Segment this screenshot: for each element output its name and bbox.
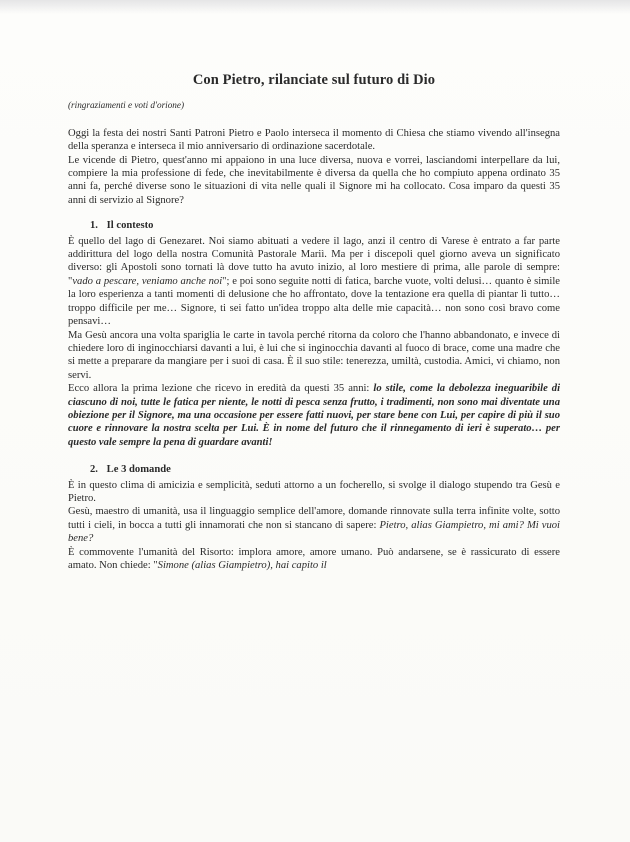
section-2-number: 2. [90,464,98,476]
section-2-paragraph-1: È in questo clima di amicizia e semplicità, seduti attorno a un focherello, si svolge il dialogo stupendo tra Gesù e Pietro. [68,479,560,504]
section-2-p2-text: Gesù, maestro di umanità, usa il linguaggio semplice dell'amore, domande rinnovate sulla terra infinite volte, sotto tutti i cieli, in bocca a tutti gli innamorati che non si stancano di sapere: [68,506,560,531]
document-subtitle: (ringraziamenti e voti d'orione) [68,100,185,111]
section-1-p1-text-b: "; e poi sono seguite notti di fatica, barche vuote, volti delusi… quanto è simile la loro esperienza a tanti momenti di delusione che ho affrontato, dove la tentazione era quella di piantar lì tutto… troppo difficile per me… Signore, ti sei fatto un'idea troppo alta delle mie capacità… non sono così bravo come pensavi… [68,275,560,328]
section-1-paragraph-3 [68,382,560,449]
section-1-p3-emphasis: lo stile, come la debolezza ineguaribile di ciascuno di noi, tutte le fatica per niente, le notti di pesca senza frutto, i tradimenti, non sono mai diventate una obiezione per il Signore, ma una occasione per essere fatti nuovi, per stare bene con Lui, per capire di più il suo cuore e rinnovare la nostra scelta per Lui. È in nome del futuro che il rinnegamento di ieri è superato… per questo vale sempre la pena di guardare avanti! [68,383,561,448]
section-1-number: 1. [90,220,98,232]
section-2-p3-quote: Simone (alias Giampietro), hai capito il [157,560,327,571]
section-1-p3-text: Ecco allora la prima lezione che ricevo in eredità da questi 35 anni: [68,383,374,395]
section-2-paragraph-2 [68,505,560,545]
intro-paragraph-1: Oggi la festa dei nostri Santi Patroni Pietro e Paolo interseca il momento di Chiesa che stiamo vivendo all'insegna della speranza e interseca il mio anniversario di ordinazione sacerdotale. [68,127,560,153]
section-1-p1-quote: vado a pescare, veniamo anche noi [72,275,223,287]
document-title: Con Pietro, rilanciate sul futuro di Dio [192,72,436,88]
section-1-p1-text-a: È quello del lago di Genezaret. Noi siamo abituati a vedere il lago, anzi il centro di Varese è entrato a far parte addirittura del logo della nostra Comunità Pastorale Mariì. Ma per i discepoli quel giorno aveva un significato diverso: gli Apostoli sono tornati là dove tutto ha avuto inizio, al loro mestiere di prima, alle parole di sempre: " [68,235,560,287]
section-1-paragraph-1 [68,235,560,329]
section-2-p3-text: È commovente l'umanità del Risorto: implora amore, amore umano. Può andarsene, se è rassicurato di essere amato. Non chiede: " [68,546,560,571]
section-1-heading [90,219,560,232]
section-2-title: Le 3 domande [106,464,171,476]
section-1-title: Il contesto [106,220,154,232]
intro-paragraph-2: Le vicende di Pietro, quest'anno mi appaiono in una luce diversa, nuova e vorrei, lasciandomi interpellare da lui, compiere la mia professione di fede, che inevitabilmente è diversa da quella che ho compiuto appena ordinato 35 anni fa, perché diverse sono le situazioni di vita nelle quali il Signore mi ha collocato. Cosa imparo da questi 35 anni di servizio al Signore? [68,154,560,206]
section-2-heading [90,463,560,476]
section-2-paragraph-3 [68,546,560,573]
section-spacer [68,449,560,463]
scan-edge-shadow [0,0,630,14]
section-1-paragraph-2: Ma Gesù ancora una volta sparigliа le carte in tavola perché ritorna da coloro che l'hanno abbandonato, e invece di chiedere loro di inginocchiarsi davanti a lui, è lui che si inginocchia davanti al fuoco di brace, come una madre che si mette a preparare da mangiare per i suoi di casa. È il suo stile: tenerezza, umiltà, custodia. Amici, vi chiamo, non servi. [68,329,560,381]
document-body [68,62,560,572]
section-2-p2-quote: Pietro, alias Giampietro, mi ami? Mi vuoi bene? [68,519,560,545]
